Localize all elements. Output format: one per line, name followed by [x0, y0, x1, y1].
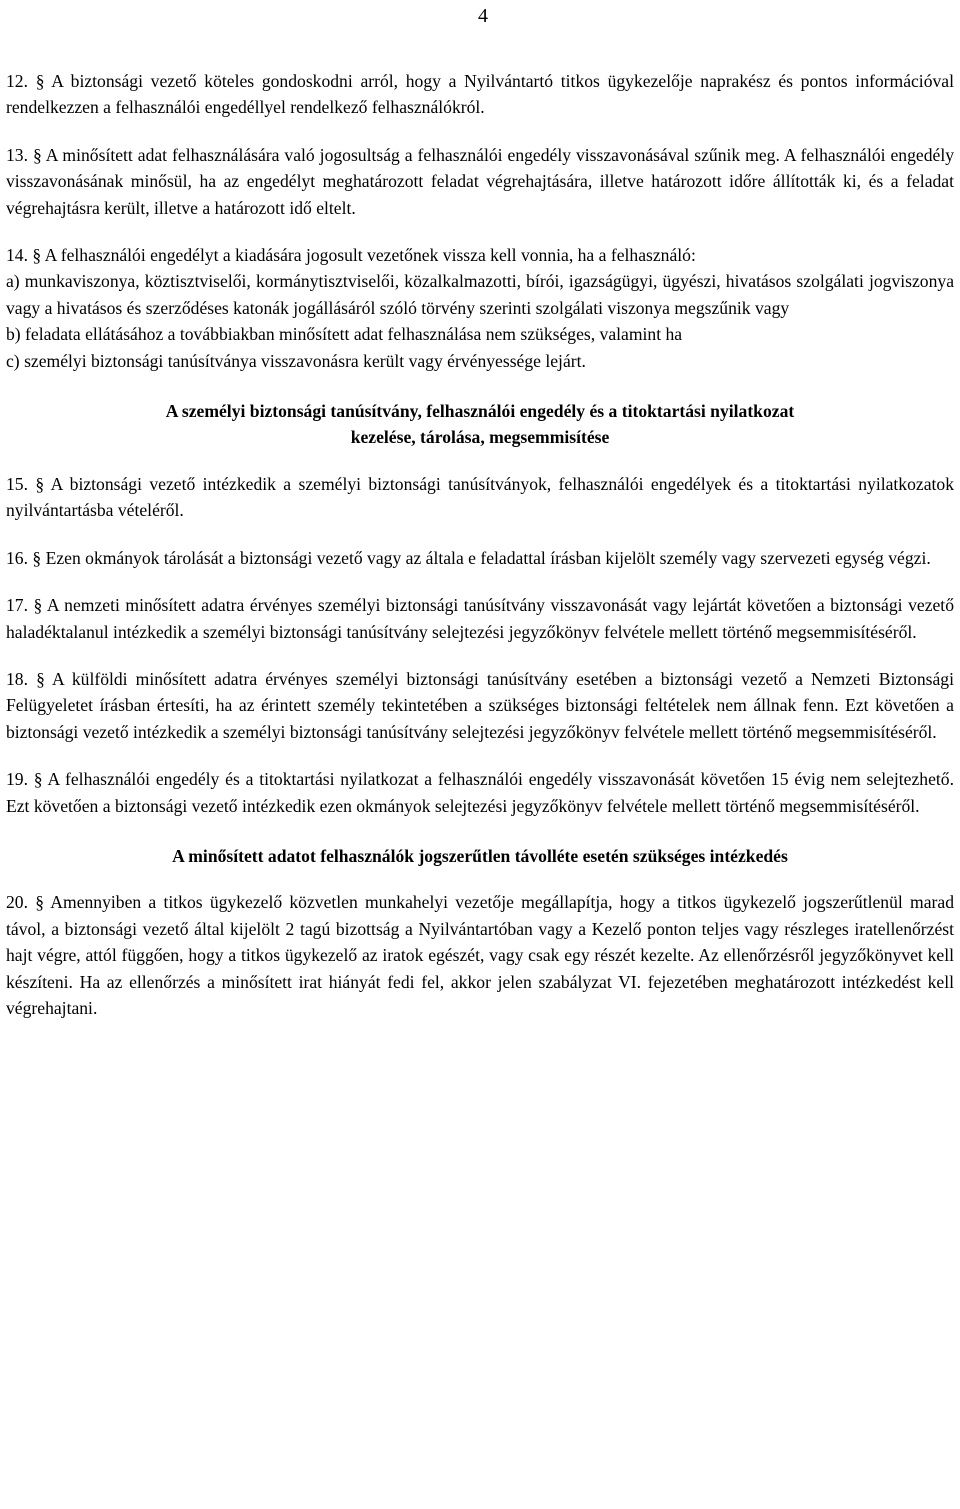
- paragraph-14-intro: 14. § A felhasználói engedélyt a kiadására jogosult vezetőnek vissza kell vonnia, ha a felhasználó:: [6, 245, 696, 266]
- paragraph-15: 15. § A biztonsági vezető intézkedik a személyi biztonsági tanúsítványok, felhasználói engedélyek és a titoktartási nyilatkozatok nyilvántartásba vételéről.: [6, 473, 954, 521]
- section-heading-line-1: A személyi biztonsági tanúsítvány, felhasználói engedély és a titoktartási nyilatkozat: [165, 401, 795, 422]
- paragraph-14-point-b: b) feladata ellátásához a továbbiakban minősített adat felhasználása nem szükséges, valamint ha: [6, 324, 683, 345]
- paragraph-18: 18. § A külföldi minősített adatra érvényes személyi biztonsági tanúsítvány esetében a biztonsági vezető a Nemzeti Biztonsági Felügyeletet írásban értesíti, ha az érintett személy tekintetében a szükséges biztonsági feltételek nem állnak fenn. Ezt követően a biztonsági vezető intézkedik a személyi biztonsági tanúsítvány selejtezési jegyzőkönyv felvétele mellett történő megsemmisítéséről.: [6, 668, 954, 742]
- section-heading-line-2: kezelése, tárolása, megsemmisítése: [350, 427, 610, 448]
- paragraph-14-point-c: c) személyi biztonsági tanúsítványa visszavonásra került vagy érvényessége lejárt.: [6, 350, 586, 371]
- section-heading-text: A minősített adatot felhasználók jogszerűtlen távolléte esetén szükséges intézkedés: [172, 845, 788, 866]
- paragraph-14-point-a: a) munkaviszonya, köztisztviselői, kormánytisztviselői, közalkalmazotti, bírói, igazságügyi, ügyészi, hivatásos szolgálati jogviszonya vagy a hivatásos és szerződéses katonák jogállásáról szóló törvény szerinti szolgálati viszonya megszűnik vagy: [6, 271, 954, 318]
- paragraph-17: 17. § A nemzeti minősített adatra érvényes személyi biztonsági tanúsítvány visszavonását vagy lejártát követően a biztonsági vezető haladéktalanul intézkedik a személyi biztonsági tanúsítvány selejtezési jegyzőkönyv felvétele mellett történő megsemmisítéséről.: [6, 595, 954, 642]
- paragraph-13: 13. § A minősített adat felhasználására való jogosultság a felhasználói engedély visszavonásával szűnik meg. A felhasználói engedély visszavonásának minősül, ha az engedélyt meghatározott feladat végrehajtására, illetve határozott időre állították ki, és a feladat végrehajtásra került, illetve a határozott idő eltelt.: [6, 144, 954, 218]
- document-body: [6, 68, 954, 1021]
- page-number: 4: [478, 5, 488, 27]
- paragraph-12: 12. § A biztonsági vezető köteles gondoskodni arról, hogy a Nyilvántartó titkos ügykezelője naprakész és pontos információval rendelkezzen a felhasználói engedéllyel rendelkező felhasználókról.: [6, 71, 954, 118]
- paragraph-19: 19. § A felhasználói engedély és a titoktartási nyilatkozat a felhasználói engedély visszavonását követően 15 évig nem selejtezhető. Ezt követően a biztonsági vezető intézkedik ezen okmányok selejtezési jegyzőkönyv felvétele mellett történő megsemmisítéséről.: [6, 769, 954, 816]
- paragraph-16: 16. § Ezen okmányok tárolását a biztonsági vezető vagy az általa e feladattal írásban kijelölt személy vagy szervezeti egység végzi.: [6, 547, 931, 568]
- paragraph-20: 20. § Amennyiben a titkos ügykezelő közvetlen munkahelyi vezetője megállapítja, hogy a titkos ügykezelő jogszerűtlenül marad távol, a biztonsági vezető által kijelölt 2 tagú bizottság a Nyilvántartóban vagy a Kezelő ponton teljes vagy részleges iratellenőrzést hajt végre, attól függően, hogy a titkos ügykezelő az iratok egészét, vagy csak egy részét kezelte. Az ellenőrzésről jegyzőkönyvet kell készíteni. Ha az ellenőrzés a minősített irat hiányát fedi fel, akkor jelen szabályzat VI. fejezetében meghatározott intézkedést kell végrehajtani.: [6, 892, 954, 1018]
- section-heading-unlawful-absence: [6, 843, 954, 869]
- section-heading-certificate-handling: [6, 398, 954, 451]
